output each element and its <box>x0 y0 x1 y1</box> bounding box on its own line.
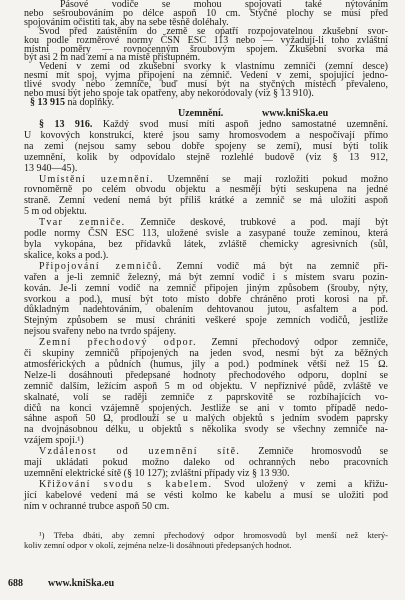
text-line: tlivé svody nebo zemniče, buď musí být na styčných místech převaleno, <box>24 79 388 91</box>
text-line: Svod před zaústěním do země se opatří rozpojovatelnou zkušební svor- <box>39 25 388 37</box>
text-run: na doplňky. <box>65 96 115 108</box>
text-run: Uzemnění se mají rozložiti pokud možno <box>153 173 388 185</box>
text-line: svorkou a pod.), musí být toto místo dobře chráněno proti korosi na př. <box>24 293 388 305</box>
subsection-heading: Křižování svodu s kabelem. <box>39 478 213 490</box>
section-number: § 13 915 <box>30 96 65 108</box>
text-line: nebo musí být jeho spoje tak opatřeny, aby nekorodovaly (viz § 13 910). <box>24 88 314 100</box>
text-line: mají ukládati pokud možno daleko od ochranných nebo pracovních <box>24 457 388 469</box>
page-number: 688 <box>8 578 23 589</box>
text-line: místní poměry — rovnocenným šroubovým spojem. Zkušební svorka má <box>24 43 388 55</box>
footnote-marker: ¹) <box>39 530 45 540</box>
text-line: vařen a je-li zemnič železný, má být zemní vodič i s místem svaru pozin- <box>24 271 388 283</box>
text-line: kou podle rozměrové normy ČSN ESC 113 nebo — vyžadují-li toho zvláštní <box>24 34 388 46</box>
text-line: Stejným způsobem se musí chrániti veškeré spoje zemních vodičů, jestliže <box>24 315 388 327</box>
text-line: Nelze-li dosáhnouti předepsané hodnoty přechodového odporu, doplní se <box>24 369 388 381</box>
text-run: Třeba dbáti, aby zemní přechodový odpor hromosvodů byl menší než který- <box>44 530 388 540</box>
text-line: vzájem spojí.¹) <box>24 435 84 447</box>
footnote-line: koliv zemní odpor v okolí, zejména nelze-li dosáhnouti předepsaných hodnot. <box>24 539 292 550</box>
text-line: Pásové vodiče se mohou spojovati také nýtováním <box>60 0 388 10</box>
text-line: kován. Je-li zemní vodič na zemnič připojen jiným způsobem (šrouby, nýty, <box>24 282 388 294</box>
text-line: U kovových konstrukcí, které jsou samy hromosvodem a nespočívají přímo <box>24 129 388 141</box>
subsection-heading: Připojování zemničů. <box>39 260 163 272</box>
subsection-heading: Zemní přechodový odpor. <box>39 337 197 349</box>
watermark: www.kniSka.eu <box>48 578 115 589</box>
text-line: na dvojnásobnou délku, u objektů s několika svody se všechny zemniče na- <box>24 424 388 436</box>
page-footer <box>8 578 208 590</box>
subsection-heading: Tvar zemniče. <box>39 217 126 229</box>
footnote <box>24 531 388 550</box>
text-run: Zemní vodič má být na zemnič při- <box>162 260 388 272</box>
text-line: sáhne aspoň 50 Ω, prodlouží se u malých objektů s jedním svodem paprsky <box>24 413 388 425</box>
text-line: atmosférických a půdních (humus, jíly a pod.) podmínek větší než 15 Ω. <box>24 358 388 370</box>
text-line: ním v ochranné trubce aspoň 50 cm. <box>24 500 170 512</box>
text-run: Zemniče deskové, trubkové a pod. mají být <box>125 217 388 229</box>
text-line: rovnoměrně po celém obvodu objektu a nesmějí býti seskupena na jedné <box>24 184 388 196</box>
text-line: nesmí mít spoj, vyjma připojení na zemnič. Vedení v zemi, spojující jedno- <box>24 70 388 82</box>
text-line: spojováním očistiti tak, aby na sebe těsně doléhaly. <box>24 16 229 28</box>
subsection-heading: Vzdálenost od uzemnění sítě. <box>39 446 241 458</box>
text-line: skalnaté, volí se raději zemniče z paprskovitě se rozbíhajících vo- <box>24 391 388 403</box>
text-run: Každý svod musí míti aspoň jedno samostatné uzemnění. <box>92 119 389 130</box>
text-line: či skupiny zemničů připojených na jeden svod, nesmí být za běžných <box>24 348 388 360</box>
text-line: důkladným nadehtováním, obalením dehtovanou jutou, asfaltem a pod. <box>24 304 388 316</box>
text-line: 13 940—45). <box>24 162 78 174</box>
text-line: straně. Zemní vedení nemá být příliš krátké a zemnič se má uložiti aspoň <box>24 195 388 207</box>
text-line: zemnič dalším, ležícím aspoň 5 m od objektu. V nepříznivé půdě, zvláště ve <box>24 380 388 392</box>
subsection-heading: Umístění uzemnění. <box>39 173 154 185</box>
section-number: § 13 916. <box>39 119 93 130</box>
section-body <box>24 120 388 513</box>
text-line: skalice, koks a pod.). <box>24 249 109 261</box>
text-line: podle normy ČSN ESC 113, uložené svisle a zasypané touže zeminou, která <box>24 228 388 240</box>
text-line: 5 m od objektu. <box>24 206 87 218</box>
text-line: nebo sešroubováním po délce aspoň 10 cm. Styčné plochy se musí před <box>24 7 388 19</box>
watermark: www.kniSka.eu <box>262 108 329 119</box>
text-line: byla vykopána, bez přídavků látek, zvláště chemicky agresivních (sůl, <box>24 238 388 250</box>
section-heading-line <box>24 108 388 119</box>
text-line: být asi 2 m nad zemí a na místě přístupném. <box>24 52 201 64</box>
section-heading: Uzemnění. <box>178 108 224 119</box>
text-line: uzemnění elektrické sítě (§ 10 127); zvláštní případy viz § 13 930. <box>24 468 290 479</box>
text-line: na zemi (nejsou samy sebou dobře spojeny se zemí), musí býti tolik <box>24 140 388 152</box>
text-line: jící kabelové vedení má se vésti kolmo ke kabelu a musí se uložiti pod <box>24 489 388 501</box>
text-line: Vedení v zemi od zkušební svorky k vlastnímu zemniči (zemní desce) <box>39 61 388 73</box>
text-line: uzemnění, kolik by odpovídalo stejně rozlehlé budově (viz § 13 912, <box>24 151 388 163</box>
text-line: nejsou svařeny nebo na tvrdo spájeny. <box>24 326 177 338</box>
paragraph-reference <box>24 96 388 108</box>
text-line: dičů na konci vzájemně spojených. Jestliže se ani v tomto případě nedo- <box>24 402 388 414</box>
text-run: Svod uložený v zemi a křižu- <box>212 478 388 490</box>
text-run: Zemniče hromosvodů se <box>240 446 388 458</box>
text-run: Zemní přechodový odpor zemniče, <box>196 337 388 349</box>
continuation-text <box>24 1 388 108</box>
